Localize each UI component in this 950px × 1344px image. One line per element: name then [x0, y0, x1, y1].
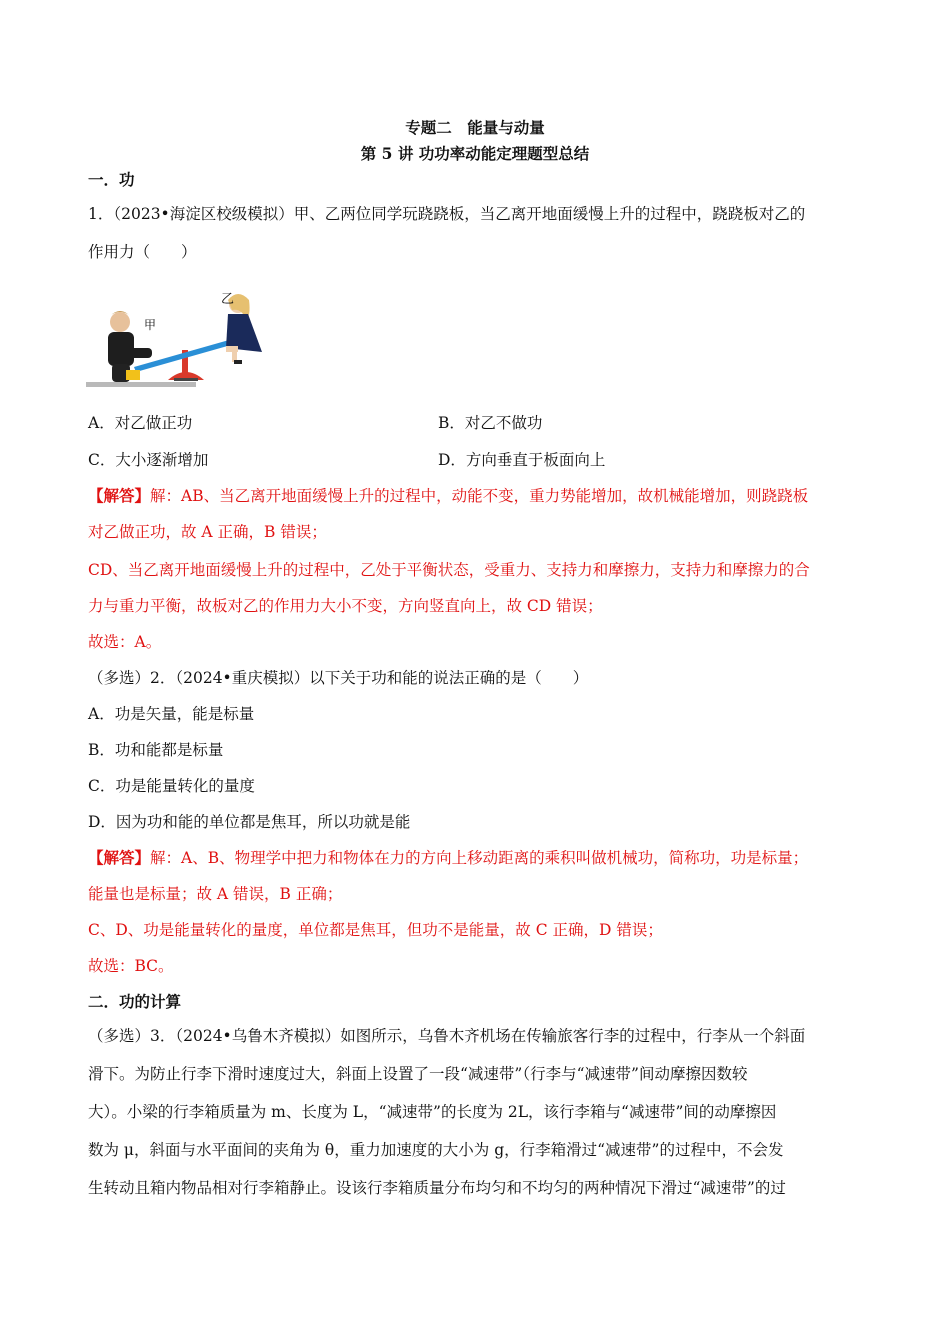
q1-stem-line2: 作用力（ ）: [88, 243, 197, 261]
q1-answer-line3: CD、当乙离开地面缓慢上升的过程中，乙处于平衡状态，受重力、支持力和摩擦力，支持力和摩擦力的合: [88, 561, 810, 579]
topic-title: 专题二 能量与动量: [405, 118, 545, 137]
figure-label-yi: 乙: [221, 292, 235, 307]
q1-answer-tag: 【解答】: [88, 486, 151, 505]
q2-stem: （多选）2．（2024•重庆模拟）以下关于功和能的说法正确的是（ ）: [88, 669, 589, 687]
q3-stem-line5: 生转动且箱内物品相对行李箱静止。设该行李箱质量分布均匀和不均匀的两种情况下滑过“减速带”的过: [88, 1179, 786, 1197]
q1-answer-text1: 解：AB、当乙离开地面缓慢上升的过程中，动能不变，重力势能增加，故机械能增加，则跷跷板: [150, 487, 809, 505]
q1-option-a: A．对乙做正功: [88, 414, 193, 432]
q2-answer-text1: 解：A、B、物理学中把力和物体在力的方向上移动距离的乘积叫做机械功，简称功，功是标量；: [150, 849, 809, 867]
q1-answer-line4: 力与重力平衡，故板对乙的作用力大小不变，方向竖直向上，故 CD 错误；: [88, 597, 603, 615]
q1-option-c: C．大小逐渐增加: [88, 451, 209, 469]
q1-option-d: D．方向垂直于板面向上: [438, 451, 606, 469]
seesaw-figure: [86, 282, 282, 390]
q2-option-b: B．功和能都是标量: [88, 741, 224, 759]
q2-answer-line4: 故选：BC。: [88, 957, 174, 975]
q2-answer-line1: [88, 848, 808, 868]
q2-answer-line3: C、D、功是能量转化的量度，单位都是焦耳，但功不是能量，故 C 正确，D 错误；: [88, 921, 663, 939]
q1-option-b: B．对乙不做功: [438, 414, 543, 432]
q2-option-c: C．功是能量转化的量度: [88, 777, 255, 795]
q2-answer-tag: 【解答】: [88, 848, 151, 867]
q3-stem-line2: 滑下。为防止行李下滑时速度过大，斜面上设置了一段“减速带”（行李与“减速带”间动摩擦因数较: [88, 1065, 748, 1083]
q3-stem-line4: 数为 μ，斜面与水平面间的夹角为 θ，重力加速度的大小为 g，行李箱滑过“减速带”的过程中，不会发: [88, 1141, 784, 1159]
q3-stem-line1: （多选）3．（2024•乌鲁木齐模拟）如图所示，乌鲁木齐机场在传输旅客行李的过程中，行李从一个斜面: [88, 1027, 806, 1045]
figure-label-jia: 甲: [144, 318, 157, 332]
q2-option-a: A．功是矢量，能是标量: [88, 705, 255, 723]
q1-answer-line1: [88, 486, 808, 506]
section-heading-2: 二．功的计算: [88, 992, 182, 1011]
q1-answer-line2: 对乙做正功，故 A 正确，B 错误；: [88, 523, 327, 541]
lecture-title: 第 5 讲 功功率动能定理题型总结: [360, 144, 590, 163]
seesaw-illustration: [86, 282, 282, 390]
q2-answer-line2: 能量也是标量；故 A 错误，B 正确；: [88, 885, 343, 903]
q1-answer-line5: 故选：A。: [88, 633, 162, 651]
q3-stem-line3: 大）。小梁的行李箱质量为 m、长度为 L，“减速带”的长度为 2L，该行李箱与“减速带”间的动摩擦因: [88, 1103, 777, 1121]
section-heading-1: 一．功: [88, 170, 135, 189]
q1-stem-line1: 1．（2023•海淀区校级模拟）甲、乙两位同学玩跷跷板，当乙离开地面缓慢上升的过程中，跷跷板对乙的: [88, 205, 806, 223]
q2-option-d: D．因为功和能的单位都是焦耳，所以功就是能: [88, 813, 411, 831]
